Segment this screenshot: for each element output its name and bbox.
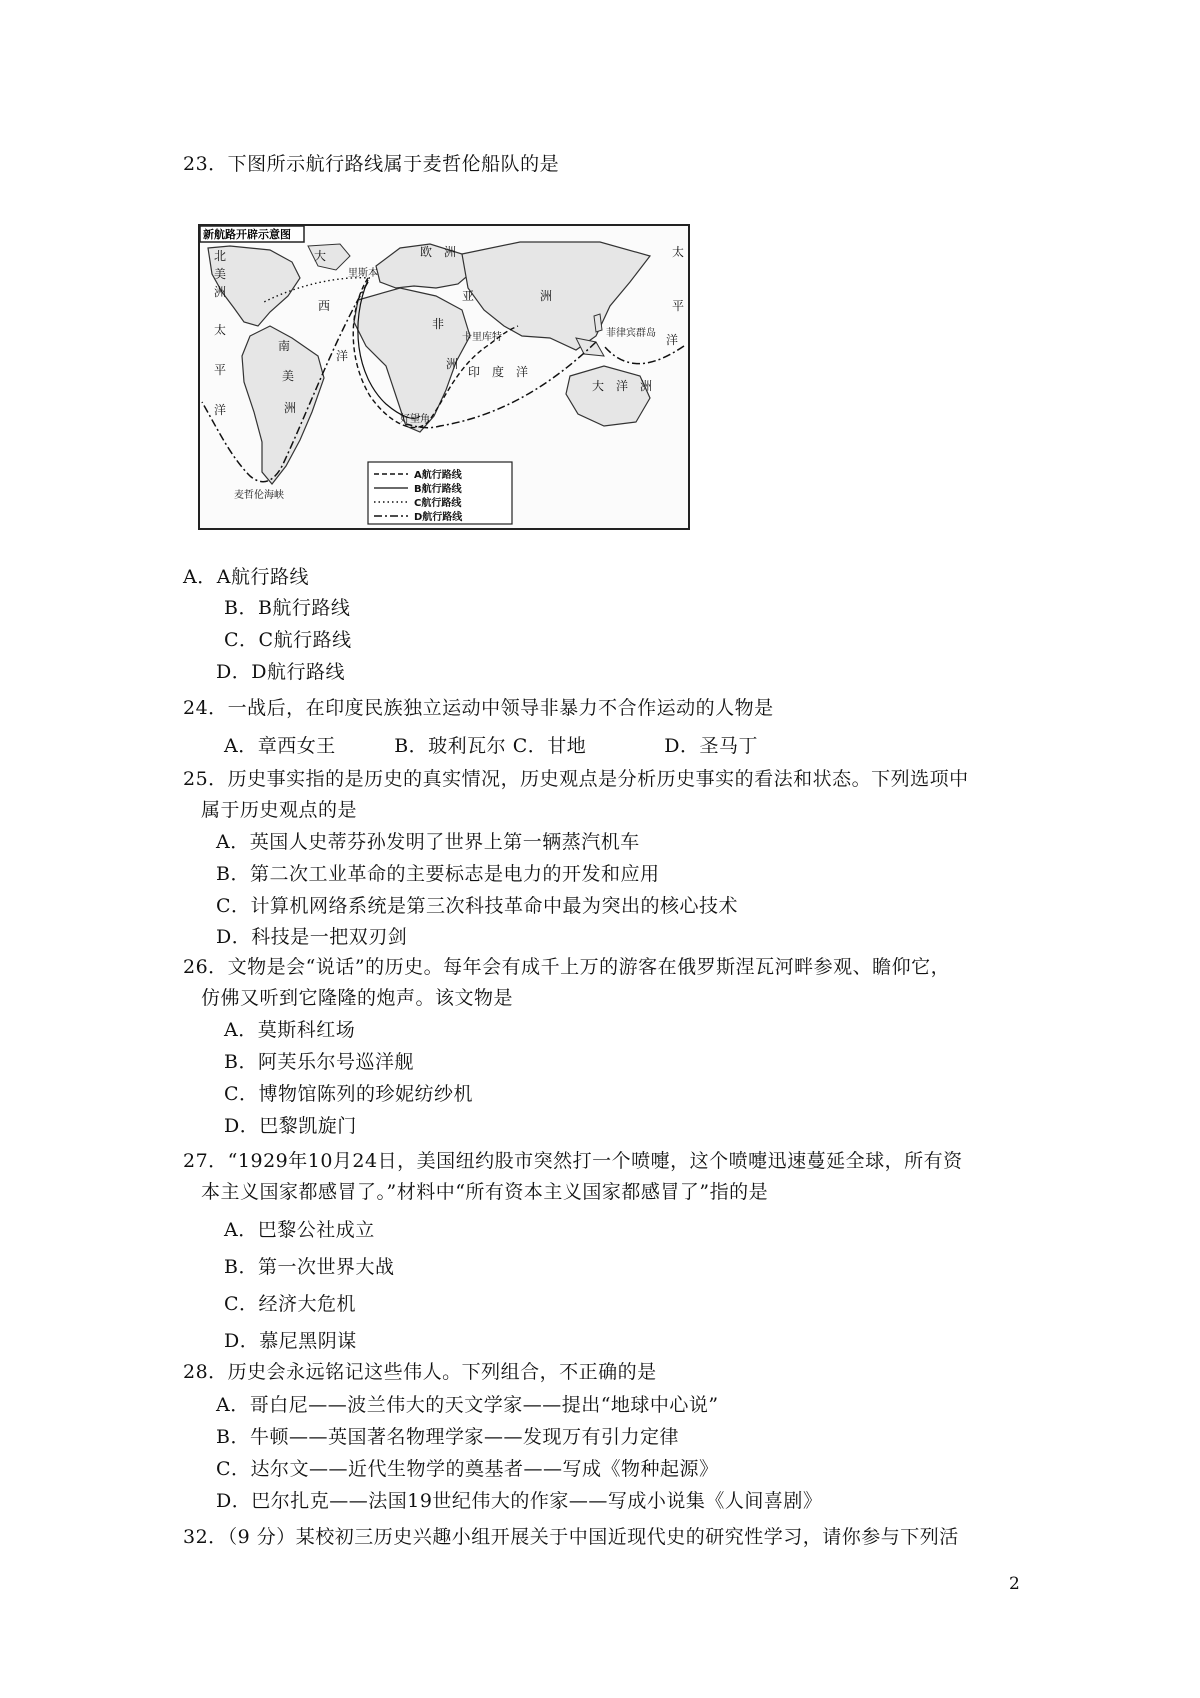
label-sa-1: 南 bbox=[278, 339, 291, 353]
q25-option-c[interactable]: C．计算机网络系统是第三次科技革命中最为突出的核心技术 bbox=[216, 895, 739, 917]
q23-option-d[interactable]: D．D航行路线 bbox=[216, 661, 345, 683]
label-na-1: 北 bbox=[214, 249, 227, 263]
philippines-shape bbox=[594, 314, 602, 332]
q25-option-a[interactable]: A．英国人史蒂芬孙发明了世界上第一辆蒸汽机车 bbox=[216, 831, 640, 853]
australia-shape bbox=[566, 366, 653, 426]
q25-option-b[interactable]: B．第二次工业革命的主要标志是电力的开发和应用 bbox=[216, 863, 660, 885]
label-atl-1: 大 bbox=[314, 249, 327, 263]
q28-option-d[interactable]: D．巴尔扎克——法国19世纪伟大的作家——写成小说集《人间喜剧》 bbox=[216, 1490, 823, 1512]
q24-options[interactable]: A．章西女王 B．玻利瓦尔 C．甘地 D．圣马丁 bbox=[224, 735, 758, 757]
label-sa-2: 美 bbox=[282, 369, 295, 383]
q26-stem-line1: 26．文物是会“说话”的历史。每年会有成千上万的游客在俄罗斯涅瓦河畔参观、瞻仰它， bbox=[183, 956, 951, 978]
map-legend bbox=[368, 462, 512, 524]
legend-a: A航行路线 bbox=[414, 470, 462, 481]
label-atl-2: 西 bbox=[318, 299, 331, 313]
q27-option-a[interactable]: A．巴黎公社成立 bbox=[224, 1219, 375, 1241]
legend-d: D航行路线 bbox=[414, 512, 463, 523]
q28-option-b[interactable]: B．牛顿——英国著名物理学家——发现万有引力定律 bbox=[216, 1426, 679, 1448]
label-pac-r-3: 洋 bbox=[666, 333, 679, 347]
q26-option-c[interactable]: C．博物馆陈列的珍妮纺纱机 bbox=[224, 1083, 474, 1105]
q26-option-d[interactable]: D．巴黎凯旋门 bbox=[224, 1115, 357, 1137]
q25-option-d[interactable]: D．科技是一把双刃剑 bbox=[216, 926, 408, 948]
q27-stem-line1: 27．“1929年10月24日，美国纽约股市突然打一个喷嚏，这个喷嚏迅速蔓延全球，所有资 bbox=[183, 1150, 963, 1172]
q28-stem: 28．历史会永远铭记这些伟人。下列组合，不正确的是 bbox=[183, 1361, 657, 1383]
label-africa-1: 非 bbox=[432, 317, 445, 331]
map-title: 新航路开辟示意图 bbox=[203, 228, 291, 241]
label-pac-l-2: 平 bbox=[214, 363, 227, 377]
q27-option-d[interactable]: D．慕尼黑阴谋 bbox=[224, 1330, 357, 1352]
label-atl-3: 洋 bbox=[336, 349, 349, 363]
q28-option-c[interactable]: C．达尔文——近代生物学的奠基者——写成《物种起源》 bbox=[216, 1458, 719, 1480]
label-pac-l-3: 洋 bbox=[214, 403, 227, 417]
q23-option-b[interactable]: B．B航行路线 bbox=[224, 597, 351, 619]
label-asia-1: 亚 bbox=[462, 289, 475, 303]
label-africa-2: 洲 bbox=[446, 357, 459, 371]
q27-option-b[interactable]: B．第一次世界大战 bbox=[224, 1256, 395, 1278]
label-indian-ocean: 印 度 洋 bbox=[468, 365, 529, 379]
label-calicut: 卡里库特 bbox=[462, 332, 502, 343]
label-sa-3: 洲 bbox=[284, 401, 297, 415]
label-cape: 好望角 bbox=[400, 414, 430, 425]
q24-stem: 24．一战后，在印度民族独立运动中领导非暴力不合作运动的人物是 bbox=[183, 697, 774, 719]
label-philippines: 菲律宾群岛 bbox=[606, 328, 656, 339]
q25-stem-line2: 属于历史观点的是 bbox=[201, 799, 358, 821]
label-lisbon: 里斯本 bbox=[348, 268, 378, 279]
legend-c: C航行路线 bbox=[414, 498, 462, 509]
q26-option-b[interactable]: B．阿芙乐尔号巡洋舰 bbox=[224, 1051, 414, 1073]
q25-stem-line1: 25．历史事实指的是历史的真实情况，历史观点是分析历史事实的看法和状态。下列选项中 bbox=[183, 768, 969, 790]
label-pac-l-1: 太 bbox=[214, 323, 227, 337]
label-europe: 欧 洲 bbox=[420, 245, 457, 259]
label-na-3: 洲 bbox=[214, 285, 227, 299]
q23-option-a[interactable]: A．A航行路线 bbox=[183, 566, 309, 588]
q27-stem-line2: 本主义国家都感冒了。”材料中“所有资本主义国家都感冒了”指的是 bbox=[201, 1181, 769, 1203]
q27-option-c[interactable]: C．经济大危机 bbox=[224, 1293, 357, 1315]
q23-option-c[interactable]: C．C航行路线 bbox=[224, 629, 352, 651]
label-pac-r-1: 太 bbox=[672, 245, 685, 259]
new-route-map bbox=[198, 224, 690, 530]
page-number: 2 bbox=[1009, 1574, 1020, 1594]
q23-stem: 23．下图所示航行路线属于麦哲伦船队的是 bbox=[183, 153, 560, 175]
q28-option-a[interactable]: A．哥白尼——波兰伟大的天文学家——提出“地球中心说” bbox=[216, 1394, 719, 1416]
q26-option-a[interactable]: A．莫斯科红场 bbox=[224, 1019, 356, 1041]
label-pac-r-2: 平 bbox=[672, 299, 685, 313]
label-na-2: 美 bbox=[214, 267, 227, 281]
label-oceania: 大 洋 洲 bbox=[592, 379, 653, 393]
label-magellan-strait: 麦哲伦海峡 bbox=[234, 490, 284, 501]
q32-stem-line1: 32．（9 分）某校初三历史兴趣小组开展关于中国近现代史的研究性学习，请你参与下列活 bbox=[183, 1526, 959, 1548]
q26-stem-line2: 仿佛又听到它隆隆的炮声。该文物是 bbox=[201, 987, 514, 1009]
legend-b: B航行路线 bbox=[414, 484, 462, 495]
label-asia-2: 洲 bbox=[540, 289, 553, 303]
